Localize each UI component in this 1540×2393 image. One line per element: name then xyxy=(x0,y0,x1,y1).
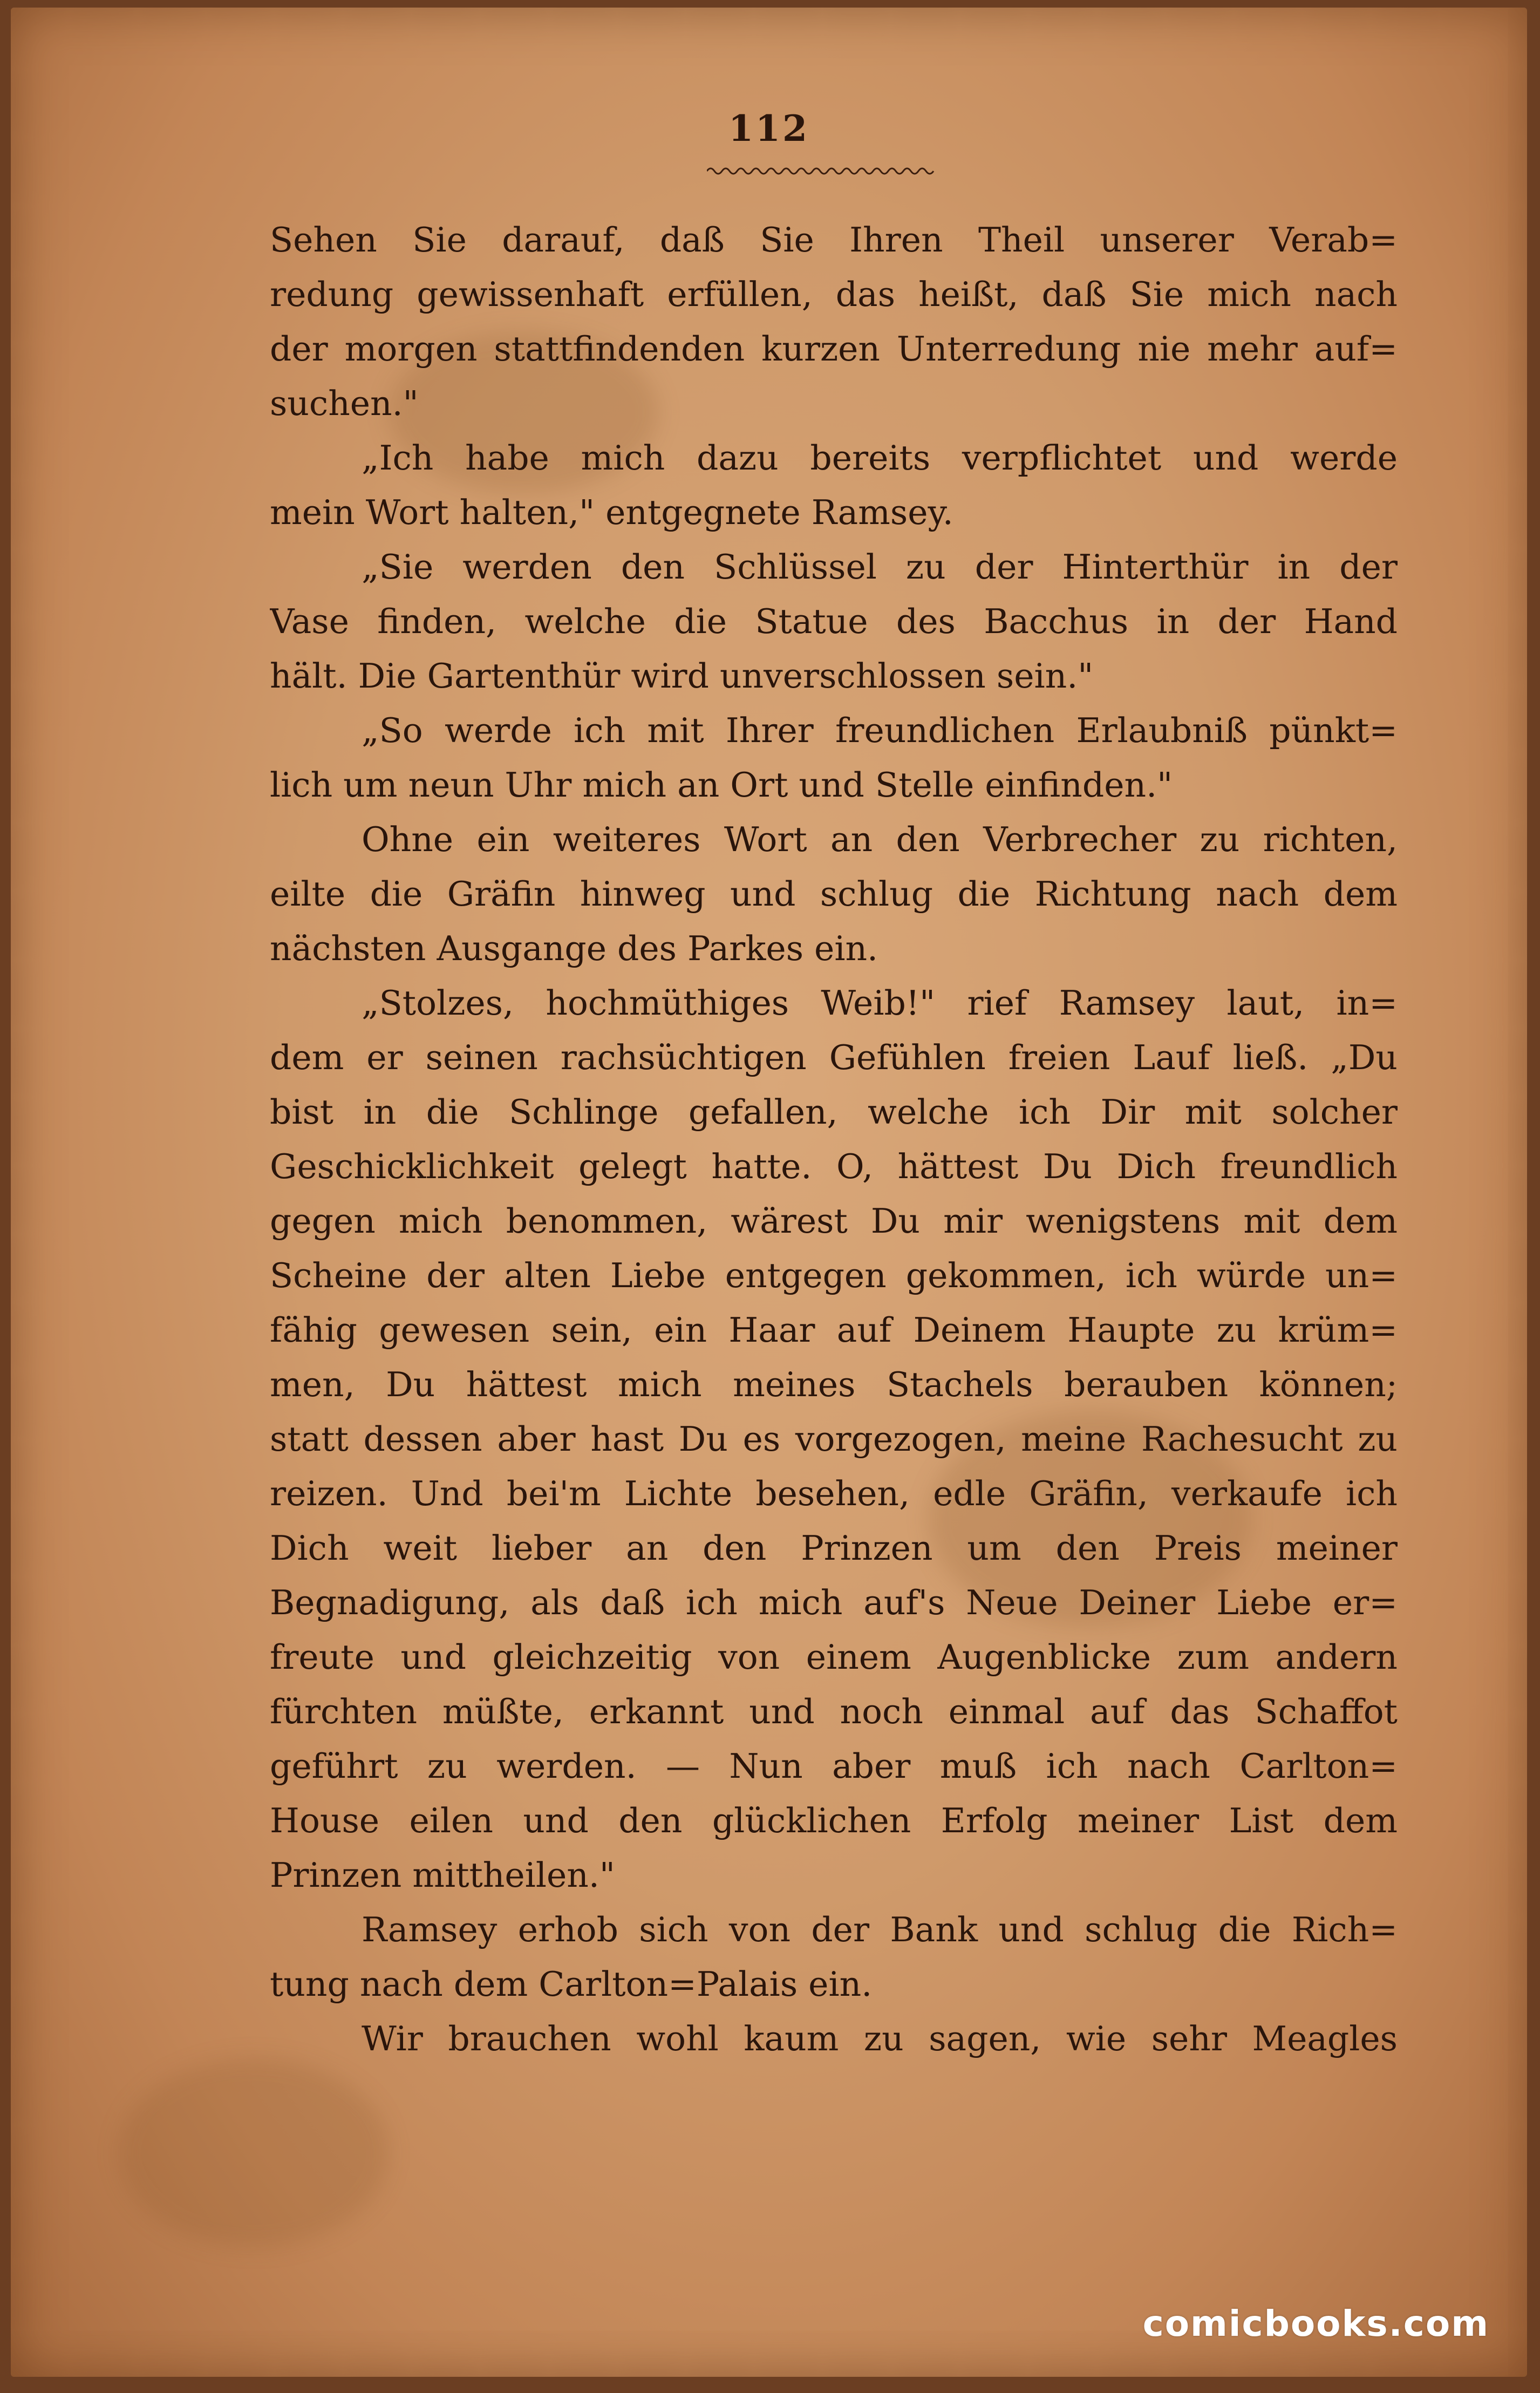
text-line: „Stolzes, hochmüthiges Weib!" rief Ramsey laut, in= xyxy=(362,983,1398,1023)
text-line: House eilen und den glücklichen Erfolg meiner List dem xyxy=(270,1801,1398,1840)
text-line: fähig gewesen sein, ein Haar auf Deinem Haupte zu krüm= xyxy=(270,1310,1398,1350)
watermark: comicbooks.com xyxy=(1142,2303,1489,2344)
text-line: „Ich habe mich dazu bereits verpflichtet und werde xyxy=(362,438,1398,478)
text-line: Ramsey erhob sich von der Bank und schlug die Rich= xyxy=(362,1910,1398,1949)
text-line: „Sie werden den Schlüssel zu der Hinterthür in der xyxy=(362,547,1398,587)
text-line: mein Wort halten," entgegnete Ramsey. xyxy=(270,493,953,532)
text-line: freute und gleichzeitig von einem Augenblicke zum andern xyxy=(270,1637,1398,1677)
text-line: suchen." xyxy=(270,384,419,423)
text-line: statt dessen aber hast Du es vorgezogen, meine Rachesucht zu xyxy=(270,1419,1398,1459)
text-line: nächsten Ausgange des Parkes ein. xyxy=(270,929,878,968)
text-line: Ohne ein weiteres Wort an den Verbrecher zu richten, xyxy=(362,820,1398,859)
text-line: dem er seinen rachsüchtigen Gefühlen freien Lauf ließ. „Du xyxy=(270,1038,1398,1077)
text-line: Wir brauchen wohl kaum zu sagen, wie sehr Meagles xyxy=(362,2019,1398,2058)
body-text xyxy=(270,213,1398,2066)
text-line: reizen. Und bei'm Lichte besehen, edle Gräfin, verkaufe ich xyxy=(270,1474,1398,1513)
text-line: Dich weit lieber an den Prinzen um den Preis meiner xyxy=(270,1528,1398,1568)
wavy-ornament-icon xyxy=(707,163,939,179)
text-line: der morgen stattfindenden kurzen Unterredung nie mehr auf= xyxy=(270,329,1398,369)
text-line: geführt zu werden. — Nun aber muß ich nach Carlton= xyxy=(270,1746,1398,1786)
paper-stain xyxy=(119,2058,389,2247)
text-line: gegen mich benommen, wärest Du mir wenigstens mit dem xyxy=(270,1201,1398,1241)
text-line: tung nach dem Carlton=Palais ein. xyxy=(270,1964,873,2004)
book-page xyxy=(11,8,1527,2377)
text-line: Vase finden, welche die Statue des Bacchus in der Hand xyxy=(270,602,1398,641)
text-line: eilte die Gräfin hinweg und schlug die Richtung nach dem xyxy=(270,874,1398,914)
text-line: men, Du hättest mich meines Stachels berauben können; xyxy=(270,1365,1398,1404)
page-number: 112 xyxy=(728,107,809,149)
text-line: Begnadigung, als daß ich mich auf's Neue Deiner Liebe er= xyxy=(270,1583,1398,1622)
text-line: Geschicklichkeit gelegt hatte. O, hättest Du Dich freundlich xyxy=(270,1147,1398,1186)
text-line: Scheine der alten Liebe entgegen gekommen, ich würde un= xyxy=(270,1256,1398,1295)
text-line: redung gewissenhaft erfüllen, das heißt, daß Sie mich nach xyxy=(270,275,1398,314)
text-line: fürchten müßte, erkannt und noch einmal auf das Schaffot xyxy=(270,1692,1398,1731)
text-line: bist in die Schlinge gefallen, welche ich Dir mit solcher xyxy=(270,1092,1398,1132)
text-line: Prinzen mittheilen." xyxy=(270,1855,615,1895)
text-line: hält. Die Gartenthür wird unverschlossen sein." xyxy=(270,656,1094,696)
text-line: lich um neun Uhr mich an Ort und Stelle einfinden." xyxy=(270,765,1173,805)
text-line: „So werde ich mit Ihrer freundlichen Erlaubniß pünkt= xyxy=(362,711,1398,750)
text-line: Sehen Sie darauf, daß Sie Ihren Theil unserer Verab= xyxy=(270,220,1398,260)
